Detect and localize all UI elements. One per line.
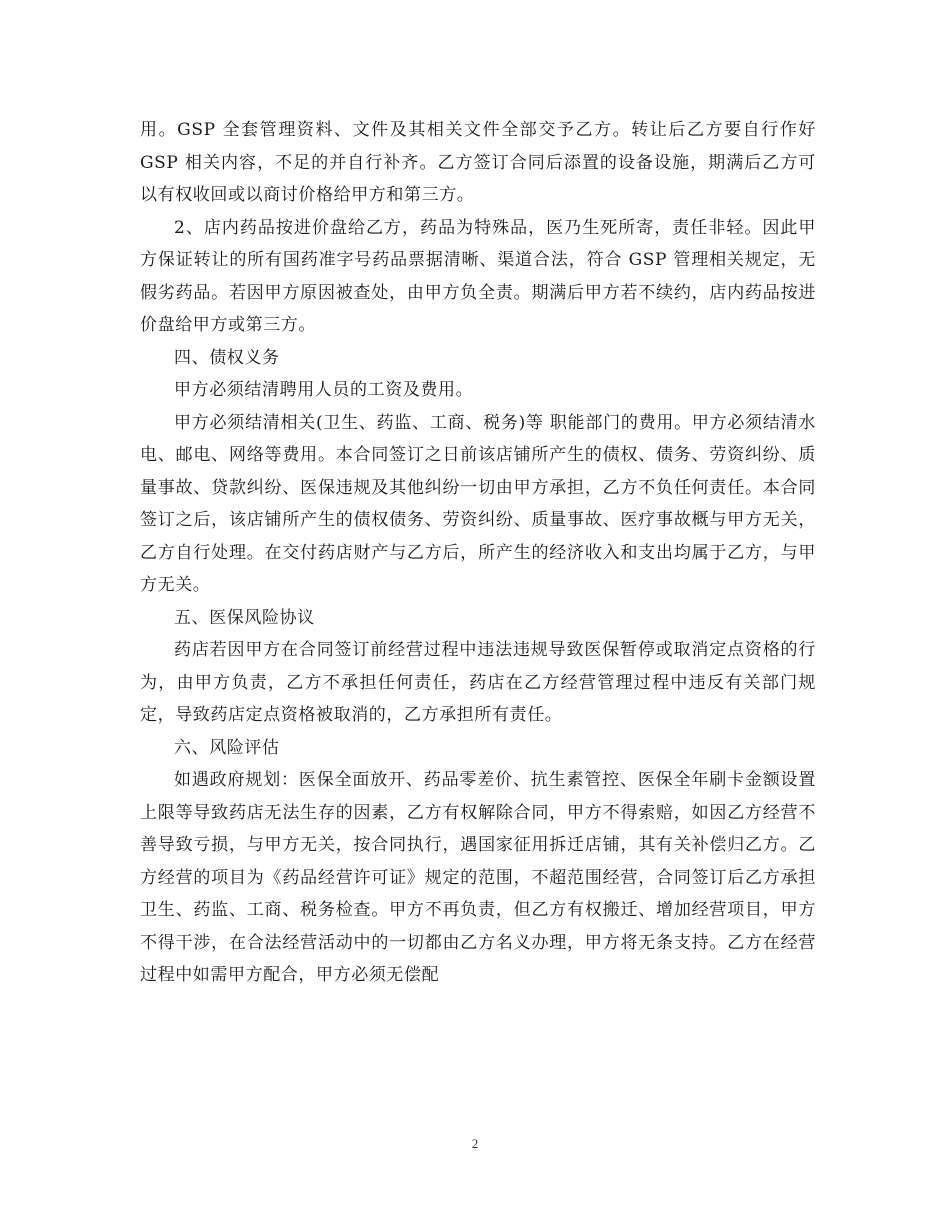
- page-number: 2: [471, 1136, 479, 1151]
- section-heading-medical-insurance-risk: 五、医保风险协议: [174, 607, 315, 628]
- paragraph-staff-wages: 甲方必须结清聘用人员的工资及费用。: [174, 380, 474, 400]
- document-body: [140, 114, 816, 992]
- paragraph-government-planning: 如遇政府规划：医保全面放开、药品零差价、抗生素管控、医保全年刷卡金额设置上限等导致药店无法生存的因素，乙方有权解除合同，甲方不得索赔，如因乙方经营不善导致亏损，与甲方无关，按合同执行，遇国家征用拆迁店铺，其有关补偿归乙方。乙方经营的项目为《药品经营许可证》规定的范围，不超范围经营，合同签订后乙方承担卫生、药监、工商、税务检查。甲方不再负责，但乙方有权搬迁、增加经营项目，甲方不得干涉，在合法经营活动中的一切都由乙方名义办理，甲方将无条支持。乙方在经营过程中如需甲方配合，甲方必须无偿配: [140, 770, 816, 985]
- paragraph-departmental-fees: 甲方必须结清相关(卫生、药监、工商、税务)等 职能部门的费用。甲方必须结清水电、邮电、网络等费用。本合同签订之日前该店铺所产生的债权、债务、劳资纠纷、质量事故、贷款纠纷、医保违规及其他纠纷一切由甲方承担，乙方不负任何责任。本合同签订之后，该店铺所产生的债权债务、劳资纠纷、质量事故、医疗事故概与甲方无关，乙方自行处理。在交付药店财产与乙方后，所产生的经济收入和支出均属于乙方，与甲方无关。: [140, 412, 816, 595]
- paragraph-drug-inventory: 2、店内药品按进价盘给乙方，药品为特殊品，医乃生死所寄，责任非轻。因此甲方保证转让的所有国药准字号药品票据清晰、渠道合法，符合 GSP 管理相关规定，无假劣药品。若因甲方原因被查处，由甲方负全责。期满后甲方若不续约，店内药品按进价盘给甲方或第三方。: [140, 217, 816, 335]
- section-heading-risk-assessment: 六、风险评估: [174, 737, 280, 758]
- paragraph-medical-insurance-risk: 药店若因甲方在合同签订前经营过程中违法违规导致医保暂停或取消定点资格的行为，由甲方负责，乙方不承担任何责任，药店在乙方经营管理过程中违反有关部门规定，导致药店定点资格被取消的，乙方承担所有责任。: [140, 640, 816, 725]
- paragraph-gsp-handover: 用。GSP 全套管理资料、文件及其相关文件全部交予乙方。转让后乙方要自行作好 GSP 相关内容，不足的并自行补齐。乙方签订合同后添置的设备设施，期满后乙方可以有权收回或以商讨价格给甲方和第三方。: [140, 120, 816, 205]
- section-heading-debt-obligations: 四、债权义务: [174, 347, 280, 368]
